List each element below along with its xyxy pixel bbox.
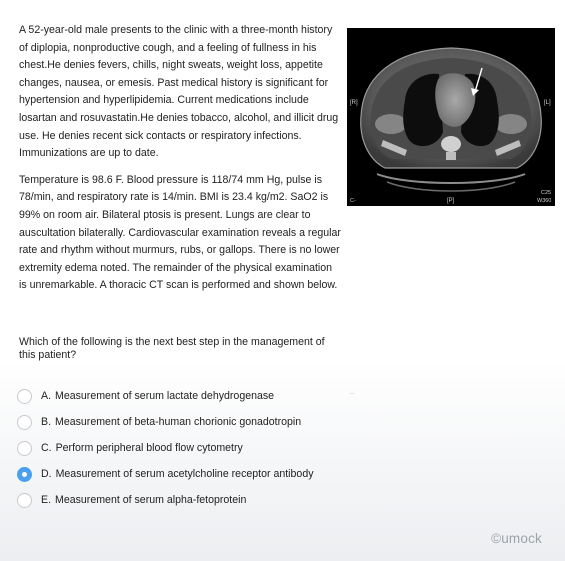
radio-e[interactable] xyxy=(17,493,32,508)
question-stem xyxy=(19,22,341,304)
option-c-text: Perform peripheral blood flow cytometry xyxy=(55,442,243,454)
option-b-text: Measurement of beta-human chorionic gonadotropin xyxy=(55,416,302,428)
option-d-text: Measurement of serum acetylcholine receptor antibody xyxy=(55,468,314,480)
ct-scan-drawing xyxy=(347,28,555,206)
option-a-text: Measurement of serum lactate dehydrogenase xyxy=(55,390,275,402)
ct-scan-image[interactable] xyxy=(347,28,555,206)
option-d-letter: D. xyxy=(41,468,52,480)
ct-label-bottom: [P] xyxy=(447,198,455,204)
question-prompt: Which of the following is the next best step in the management of this patient? xyxy=(19,336,325,361)
ct-label-window-1: C25 xyxy=(541,190,552,196)
divider xyxy=(350,393,354,394)
option-a[interactable] xyxy=(17,383,314,409)
option-b-letter: B. xyxy=(41,416,52,428)
radio-c[interactable] xyxy=(17,441,32,456)
option-a-letter: A. xyxy=(41,390,52,402)
watermark-logo: ©umock xyxy=(491,531,542,546)
ct-label-right: [R] xyxy=(350,100,358,106)
ct-label-c: C- xyxy=(350,198,356,204)
ct-label-window-2: W360 xyxy=(537,198,552,204)
option-e-text: Measurement of serum alpha-fetoprotein xyxy=(55,494,247,506)
option-c[interactable] xyxy=(17,435,314,461)
option-e-letter: E. xyxy=(41,494,52,506)
radio-a[interactable] xyxy=(17,389,32,404)
stem-history: A 52-year-old male presents to the clinic with a three-month history of diplopia, nonproductive cough, and a feeling of fullness in his chest.He denies fevers, chills, night sweats, weight loss, appetite changes, nausea, or emesis. Past medical history is significant for hypertension and hyperlipidemia. Current medications include losartan and rosuvastatin.He denies tobacco, alcohol, and illicit drug use. He denies recent sick contacts or respiratory infections. Immunizations are up to date. xyxy=(19,24,339,160)
radio-b[interactable] xyxy=(17,415,32,430)
answer-options xyxy=(17,383,314,513)
radio-d[interactable] xyxy=(17,467,32,482)
stem-exam: Temperature is 98.6 F. Blood pressure is 118/74 mm Hg, pulse is 78/min, and respiratory rate is 14/min. BMI is 23.4 kg/m2. SaO2 is 99% on room air. Bilateral ptosis is present. Lungs are clear to auscultation bilaterally. Cardiovascular examination reveals a regular rate and rhythm without murmurs, rubs, or gallops. There is no lower extremity edema noted. The remainder of the physical examination is unremarkable. A thoracic CT scan is performed and shown below. xyxy=(19,173,341,292)
option-e[interactable] xyxy=(17,487,314,513)
ct-label-left: [L] xyxy=(544,100,551,106)
option-d[interactable] xyxy=(17,461,314,487)
option-c-letter: C. xyxy=(41,442,52,454)
option-b[interactable] xyxy=(17,409,314,435)
